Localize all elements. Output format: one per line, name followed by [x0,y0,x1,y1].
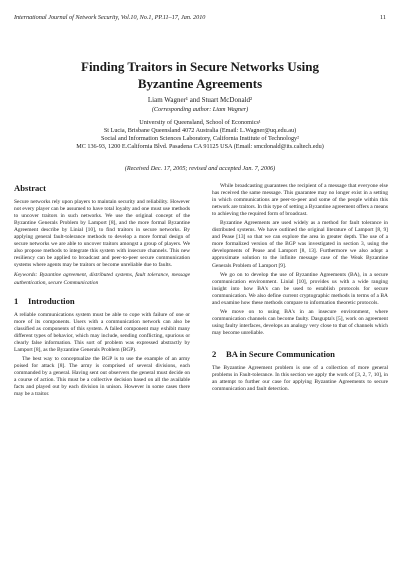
abstract-heading: Abstract [14,183,46,193]
journal-citation: International Journal of Network Security, Vol.10, No.1, PP.11–17, Jan. 2010 [14,14,206,21]
keywords [14,272,190,286]
title-line-2: Byzantine Agreements [137,76,263,91]
section-heading-introduction [14,296,190,306]
keywords-label: Keywords: [14,272,38,279]
left-column [14,183,190,400]
author-names: Liam Wagner¹ and Stuart McDonald² [147,96,253,104]
section-title: Introduction [28,295,75,306]
paragraph: The best way to conceptualize the BGP is to use the example of an army poised for attack [8]. The army is comprised of several divisions, each commanded by a general. Having sent out observers the general must decide on a course of action. This must be a collective decision based on all the available facts and played out by each division in unison. However in some cases there may be a traitor. [14,355,190,398]
author-block [20,96,380,114]
affiliation-line: Social and Information Sciences Laboratory, California Institute of Technology² [101,135,299,143]
affiliation-line: MC 136-93, 1200 E.California Blvd. Pasadena CA 91125 USA (Email: smcdonald@its.caltech.edu) [76,143,324,151]
section-number: 1 [14,295,19,306]
section-number: 2 [212,348,217,359]
paragraph: We go on to develop the use of Byzantine Agreements (BA), in a secure communication environment. Linial [10], provides us with a wide ranging insight into how BA's can be used to establish protocols for secure communication. We also define current cryptographic methods in terms of a BA and examine how these methods compare to information theoretic protocols. [212,271,388,306]
paper-title [20,58,380,92]
title-line-1: Finding Traitors in Secure Networks Using [81,59,319,74]
abstract-text: Secure networks rely upon players to maintain security and reliability. However not every player can be assumed to have total loyalty and one must use methods to uncover traitors in such networks. We use the original concept of the Byzantine Generals Problem by Lamport [8], and the more formal Byzantine Agreement describe by Linial [10], to find traitors in secure networks. By applying general fault-tolerance methods to develop a more formal design of secure networks we are able to uncover traitors amongst a group of players. We also propose methods to integrate this system with insecure channels. This new resiliency can be applied to broadcast and peer-to-peer secure communication systems where agents may be traitors or become unreliable due to faults. [14,199,190,269]
affiliation-line: St Lucia, Brisbane Queensland 4072 Australia (Email: L.Wagner@uq.edu.au) [103,127,297,135]
right-column [212,183,388,395]
page-number: 11 [380,14,386,21]
paragraph: While broadcasting guarantees the recipient of a message that everyone else has received the same message. This guarantee may no longer exist in a setting in which communications are peer-to-peer and some of the people within this network are traitors. In this type of setting a Byzantine agreement offers a means to achieving the required form of broadcast. [212,183,388,218]
section-title: BA in Secure Communication [226,348,335,359]
paragraph: The Byzantine Agreement problem is one of a collection of more general problems in Fault-tolerance. In this section we apply the work of [3, 2, 7, 10], in an attempt to further our case for applying Byzantine Agreements to secure communication and fault detection. [212,364,388,393]
keywords-list: Byzantine agreement, distributed systems, fault tolerance, message authentication, secure Communication [14,272,191,286]
received-dates: (Received Dec. 17, 2005; revised and accepted Jan. 7, 2006) [124,165,276,172]
affiliations [20,119,380,151]
paragraph: A reliable communications system must be able to cope with failure of one or more of its components. Users with a communication network can also be classified as components of this system. A failed component may exhibit many different types of behavior, which may include, sending conflicting, spurious or clearly false information. This sort of problem was expressed abstractly by Lamport [8], as the Byzantine Generals Problem (BGP). [14,311,190,353]
corresponding-author: (Corresponding author: Liam Wagner) [151,106,249,113]
affiliation-line: University of Queensland, School of Economics¹ [139,119,261,126]
paragraph: Byzantine Agreements are used widely as a method for fault tolerance in distributed systems. We have outlined the original literature of Lamport [8, 9] and Pease [13] so that we can explore the area in greater depth. The use of a more formalized version of the BGP was investigated in section 3, using the developments of Pease and Lamport [8, 13]. Furthermore we also adopt a approximate solution to the infinite message case of the Weak Byzantine Generals Problem of Lamport [9]. [212,220,388,269]
paragraph: We move on to using BA's in an insecure environment, where communication channels can become faulty. Dasgupta's [5], work on agreement using faulty interfaces, develops an analogy very close to that of channels which may become unreliable. [212,308,388,336]
section-heading-ba-secure-communication [212,349,388,359]
running-header [14,14,386,21]
